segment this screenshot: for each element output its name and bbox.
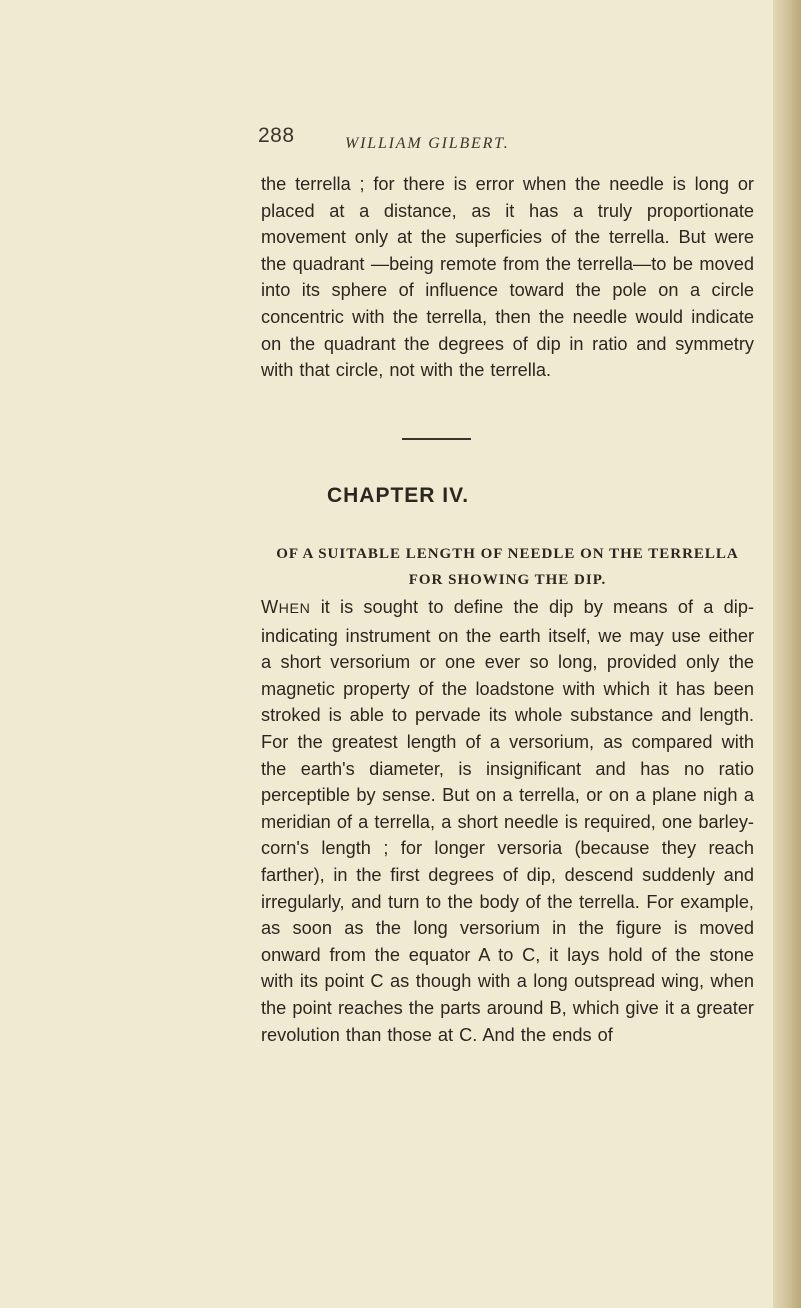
- chapter-title: CHAPTER IV.: [326, 484, 470, 507]
- body-paragraph: [261, 594, 754, 1048]
- section-divider: [402, 438, 471, 440]
- page-edge-shadow: [773, 0, 801, 1308]
- running-head: WILLIAM GILBERT.: [345, 135, 510, 152]
- intro-paragraph: the terrella ; for there is error when the needle is long or placed at a distance, as it has a truly proportionate movement only at the superficies of the terrella. But were the quadrant —being remote from the terrella—to be moved into its sphere of influence toward the pole on a circle concentric with the terrella, then the needle would indicate on the quadrant the degrees of dip in ratio and symmetry with that circle, not with the terrella.: [261, 174, 754, 381]
- initial-letter: W: [261, 597, 279, 617]
- initial-word-rest: HEN: [278, 601, 311, 617]
- page-number: 288: [258, 124, 295, 147]
- body-paragraph-text: it is sought to define the dip by means of a dip-indicating instrument on the earth itself, we may use either a short versorium or one ever so long, provided only the magnetic property of the loadstone with which it has been stroked is able to pervade its whole substance and length. For the greatest length of a versorium, as compared with the earth's diameter, is insignificant and has no ratio perceptible by sense. But on a terrella, or on a plane nigh a meridian of a terrella, a short needle is required, one barley-corn's length ; for longer versoria (because they reach farther), in the first degrees of dip, descend suddenly and irregularly, and turn to the body of the terrella. For example, as soon as the long versorium in the figure is moved onward from the equator A to C, it lays hold of the stone with its point C as though with a long outspread wing, when the point reaches the parts around B, which give it a greater revolution than those at C. And the ends of: [261, 597, 754, 1045]
- chapter-heading: OF A SUITABLE LENGTH OF NEEDLE ON THE TERRELLA FOR SHOWING THE DIP.: [276, 546, 739, 588]
